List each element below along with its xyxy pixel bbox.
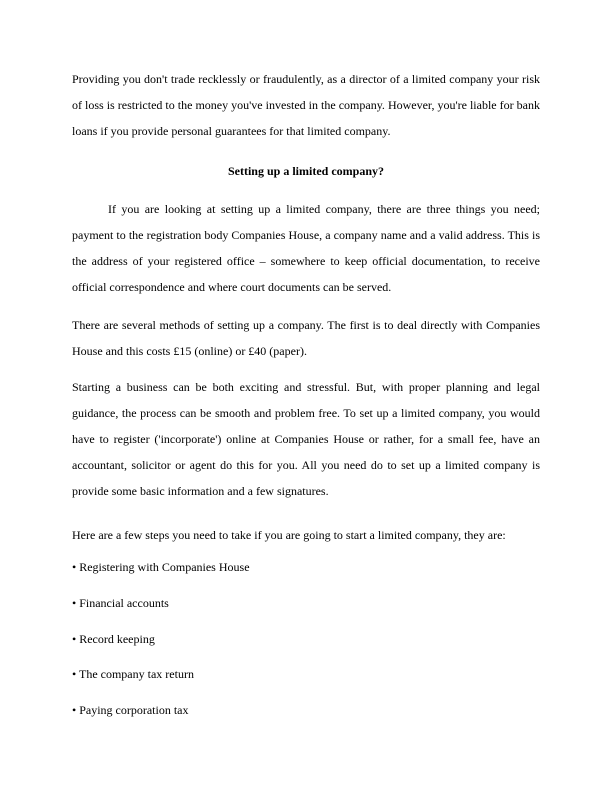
list-item: • Registering with Companies House [72,560,250,574]
section-heading: Setting up a limited company? [227,164,384,178]
list-item: • The company tax return [72,667,194,681]
paragraph-steps-intro: Here are a few steps you need to take if you are going to start a limited company, they are: [72,528,506,542]
paragraph-setup-requirements: If you are looking at setting up a limited company, there are three things you need; payment to the registration body Companies House, a company name and a valid address. This is the address of your registered office – somewhere to keep official documentation, to receive official correspondence and where court documents can be served. [72,202,540,294]
list-item: • Record keeping [72,632,155,646]
paragraph-starting-business: Starting a business can be both exciting and stressful. But, with proper planning and legal guidance, the process can be smooth and problem free. To set up a limited company, you would have to register ('incorporate') online at Companies House or rather, for a small fee, have an accountant, solicitor or agent do this for you. All you need do to set up a limited company is provide some basic information and a few signatures. [72,380,540,498]
list-item: • Paying corporation tax [72,703,189,717]
paragraph-setup-methods: There are several methods of setting up a company. The first is to deal directly with Companies House and this costs £15 (online) or £40 (paper). [72,318,540,358]
list-item: • Financial accounts [72,596,169,610]
intro-paragraph: Providing you don't trade recklessly or fraudulently, as a director of a limited company your risk of loss is restricted to the money you've invested in the company. However, you're liable for bank loans if you provide personal guarantees for that limited company. [72,72,540,138]
